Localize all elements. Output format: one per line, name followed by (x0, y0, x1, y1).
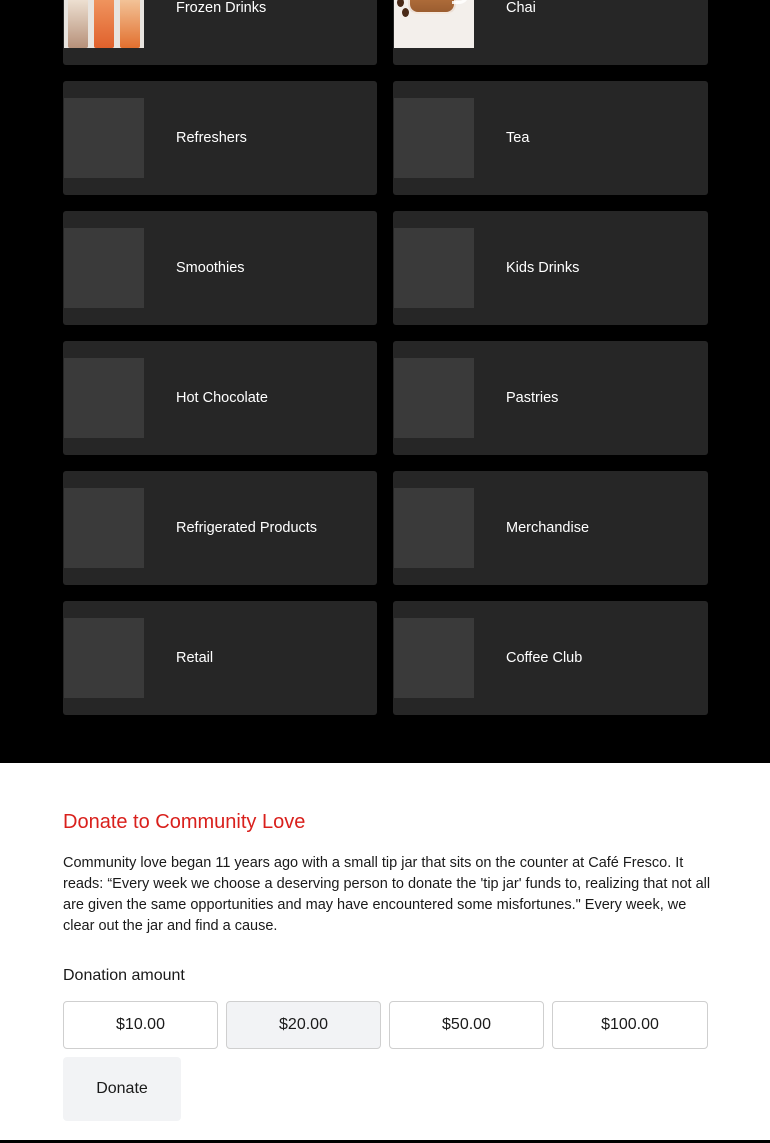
donate-button[interactable]: Donate (63, 1057, 181, 1121)
category-tile-refrigerated-products[interactable] (63, 471, 377, 585)
category-tile-tea[interactable] (393, 81, 708, 195)
category-label: Merchandise (506, 520, 590, 536)
category-image-placeholder (394, 618, 474, 698)
category-label: Chai (506, 0, 536, 16)
donation-description: Community love began 11 years ago with a small tip jar that sits on the counter at Café Fresco. It reads: “Every week we choose a deserving person to donate the 'tip jar' funds to, realizing that not all are given the same opportunities and may have encountered some misfortunes." Every week, we clear out the jar and find a cause. (63, 855, 711, 934)
amount-option-50[interactable]: $50.00 (389, 1001, 544, 1049)
donation-amount-options (63, 1001, 708, 1049)
amount-option-100[interactable]: $100.00 (552, 1001, 708, 1049)
category-image-placeholder (64, 228, 144, 308)
amount-option-20[interactable]: $20.00 (226, 1001, 381, 1049)
category-label: Kids Drinks (506, 260, 580, 276)
category-tile-kids-drinks[interactable] (393, 211, 708, 325)
category-tile-merchandise[interactable] (393, 471, 708, 585)
category-label: Refreshers (176, 130, 247, 146)
category-image-placeholder (394, 488, 474, 568)
category-tile-refreshers[interactable] (63, 81, 377, 195)
category-label: Tea (506, 130, 530, 146)
category-grid (63, 0, 708, 715)
category-image-placeholder (394, 358, 474, 438)
frozen-drinks-image (64, 0, 144, 48)
category-label: Frozen Drinks (176, 0, 267, 16)
amount-option-10[interactable]: $10.00 (63, 1001, 218, 1049)
donation-section (0, 763, 770, 1140)
category-tile-pastries[interactable] (393, 341, 708, 455)
category-label: Retail (176, 650, 214, 666)
category-image-placeholder (64, 488, 144, 568)
category-tile-frozen-drinks[interactable] (63, 0, 377, 65)
category-label: Smoothies (176, 260, 245, 276)
category-tile-chai[interactable] (393, 0, 708, 65)
category-image-placeholder (64, 98, 144, 178)
category-label: Hot Chocolate (176, 390, 268, 406)
category-image-placeholder (394, 228, 474, 308)
category-tile-smoothies[interactable] (63, 211, 377, 325)
category-label: Refrigerated Products (176, 520, 318, 536)
category-label: Pastries (506, 390, 559, 406)
category-tile-hot-chocolate[interactable] (63, 341, 377, 455)
category-image-placeholder (394, 98, 474, 178)
category-image-placeholder (64, 358, 144, 438)
category-tile-retail[interactable] (63, 601, 377, 715)
category-image-placeholder (64, 618, 144, 698)
category-tile-coffee-club[interactable] (393, 601, 708, 715)
donation-title: Donate to Community Love (63, 811, 306, 833)
donation-amount-label: Donation amount (63, 967, 185, 984)
chai-image (394, 0, 474, 48)
category-label: Coffee Club (506, 650, 583, 666)
